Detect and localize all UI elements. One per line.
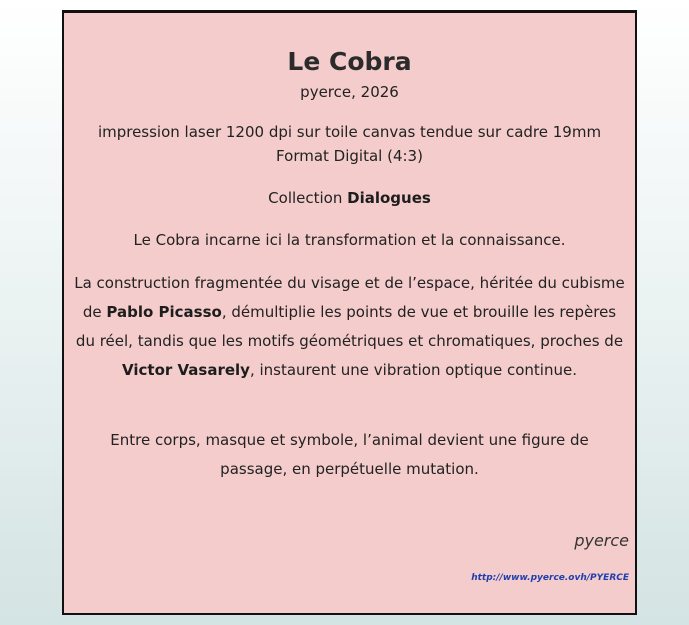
artwork-description-card <box>62 10 637 615</box>
collection-line <box>64 189 635 207</box>
collection-prefix: Collection <box>268 189 348 207</box>
paragraph-text-3: , instaurent une vibration optique continue. <box>249 361 577 379</box>
technique-text: impression laser 1200 dpi sur toile canvas tendue sur cadre 19mm <box>97 123 602 141</box>
artwork-title: Le Cobra <box>287 47 412 76</box>
description-paragraph <box>72 269 627 385</box>
website-link[interactable]: http://www.pyerce.ovh/PYERCE <box>471 573 629 583</box>
paragraph-text-2: , démultiplie les points de vue et brouille les repères du réel, tandis que les motifs géométriques et chromatiques, proches de <box>75 303 624 350</box>
signature: pyerce <box>574 531 629 550</box>
paragraph-text-1: La construction fragmentée du visage et de l’espace, héritée du cubisme de <box>74 274 625 321</box>
closing-paragraph: Entre corps, masque et symbole, l’animal devient une figure de passage, en perpétuelle mutation. <box>110 431 589 478</box>
format-text: Format Digital (4:3) <box>276 147 423 165</box>
author-year: pyerce, 2026 <box>300 83 399 101</box>
artist-name-vasarely: Victor Vasarely <box>122 361 250 379</box>
collection-name: Dialogues <box>347 189 431 207</box>
intro-text: Le Cobra incarne ici la transformation et la connaissance. <box>133 231 566 249</box>
artist-name-picasso: Pablo Picasso <box>106 303 222 321</box>
